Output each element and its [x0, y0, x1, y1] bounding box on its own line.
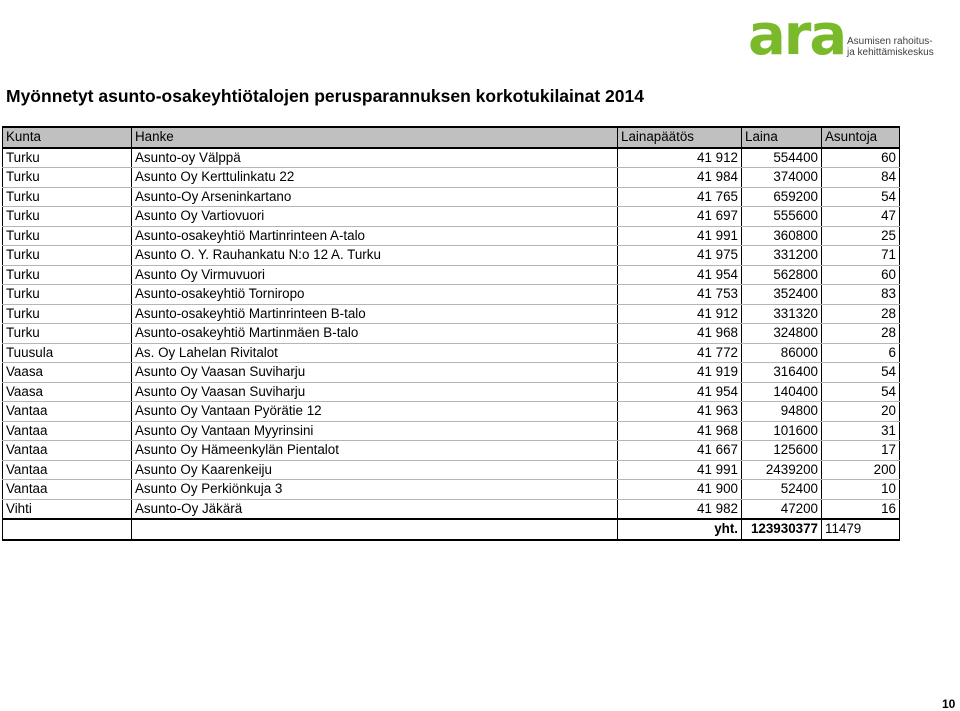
cell-kunta: Turku — [3, 187, 132, 207]
total-empty-cell — [132, 519, 618, 540]
cell-laina: 374000 — [742, 168, 822, 188]
table-row — [3, 382, 900, 402]
cell-kunta: Turku — [3, 324, 132, 344]
col-header-asuntoja: Asuntoja — [822, 127, 900, 148]
cell-lainapaatos: 41 954 — [618, 382, 742, 402]
cell-lainapaatos: 41 753 — [618, 285, 742, 305]
cell-asuntoja: 25 — [822, 226, 900, 246]
cell-hanke: Asunto-osakeyhtiö Martinmäen B-talo — [132, 324, 618, 344]
cell-laina: 352400 — [742, 285, 822, 305]
cell-laina: 555600 — [742, 207, 822, 227]
cell-hanke: As. Oy Lahelan Rivitalot — [132, 343, 618, 363]
cell-asuntoja: 54 — [822, 187, 900, 207]
cell-asuntoja: 20 — [822, 402, 900, 422]
cell-laina: 140400 — [742, 382, 822, 402]
cell-kunta: Vantaa — [3, 421, 132, 441]
cell-asuntoja: 71 — [822, 246, 900, 266]
col-header-kunta: Kunta — [3, 127, 132, 148]
cell-kunta: Vantaa — [3, 402, 132, 422]
table-row — [3, 441, 900, 461]
col-header-laina: Laina — [742, 127, 822, 148]
cell-kunta: Vaasa — [3, 363, 132, 383]
cell-hanke: Asunto Oy Vantaan Pyörätie 12 — [132, 402, 618, 422]
cell-lainapaatos: 41 900 — [618, 480, 742, 500]
cell-lainapaatos: 41 772 — [618, 343, 742, 363]
cell-kunta: Tuusula — [3, 343, 132, 363]
cell-hanke: Asunto Oy Vaasan Suviharju — [132, 382, 618, 402]
cell-hanke: Asunto Oy Hämeenkylän Pientalot — [132, 441, 618, 461]
col-header-lainapaatos: Lainapäätös — [618, 127, 742, 148]
logo-tagline-line-2: ja kehittämiskeskus — [847, 47, 934, 58]
cell-hanke: Asunto Oy Perkiönkuja 3 — [132, 480, 618, 500]
cell-kunta: Vantaa — [3, 480, 132, 500]
cell-hanke: Asunto O. Y. Rauhankatu N:o 12 A. Turku — [132, 246, 618, 266]
svg-text:ara: ara — [748, 10, 846, 68]
cell-laina: 52400 — [742, 480, 822, 500]
cell-kunta: Turku — [3, 304, 132, 324]
cell-laina: 47200 — [742, 499, 822, 519]
cell-lainapaatos: 41 963 — [618, 402, 742, 422]
cell-hanke: Asunto-Oy Jäkärä — [132, 499, 618, 519]
cell-hanke: Asunto-osakeyhtiö Torniropo — [132, 285, 618, 305]
table-row — [3, 207, 900, 227]
ara-logo-mark — [748, 10, 848, 76]
cell-hanke: Asunto-osakeyhtiö Martinrinteen B-talo — [132, 304, 618, 324]
cell-laina: 94800 — [742, 402, 822, 422]
cell-laina: 562800 — [742, 265, 822, 285]
logo-tagline — [847, 36, 934, 58]
cell-laina: 101600 — [742, 421, 822, 441]
table-body — [3, 148, 900, 520]
table-row — [3, 148, 900, 168]
cell-asuntoja: 60 — [822, 265, 900, 285]
cell-hanke: Asunto-osakeyhtiö Martinrinteen A-talo — [132, 226, 618, 246]
cell-laina: 554400 — [742, 148, 822, 168]
cell-lainapaatos: 41 975 — [618, 246, 742, 266]
table-row — [3, 265, 900, 285]
cell-asuntoja: 60 — [822, 148, 900, 168]
cell-lainapaatos: 41 984 — [618, 168, 742, 188]
cell-asuntoja: 28 — [822, 304, 900, 324]
cell-asuntoja: 54 — [822, 363, 900, 383]
cell-asuntoja: 17 — [822, 441, 900, 461]
cell-lainapaatos: 41 991 — [618, 226, 742, 246]
table-row — [3, 460, 900, 480]
cell-asuntoja: 47 — [822, 207, 900, 227]
cell-hanke: Asunto-oy Välppä — [132, 148, 618, 168]
table-row — [3, 363, 900, 383]
cell-kunta: Turku — [3, 246, 132, 266]
cell-kunta: Turku — [3, 265, 132, 285]
cell-hanke: Asunto Oy Vantaan Myyrinsini — [132, 421, 618, 441]
total-asuntoja: 11479 — [822, 519, 900, 540]
table-row — [3, 480, 900, 500]
cell-laina: 331320 — [742, 304, 822, 324]
cell-kunta: Turku — [3, 207, 132, 227]
table-header-row — [3, 127, 900, 148]
cell-kunta: Vihti — [3, 499, 132, 519]
cell-lainapaatos: 41 968 — [618, 324, 742, 344]
cell-laina: 331200 — [742, 246, 822, 266]
cell-hanke: Asunto Oy Kaarenkeiju — [132, 460, 618, 480]
cell-kunta: Vantaa — [3, 441, 132, 461]
cell-kunta: Vaasa — [3, 382, 132, 402]
page-number: 10 — [942, 697, 956, 711]
total-row — [3, 519, 900, 540]
cell-lainapaatos: 41 954 — [618, 265, 742, 285]
cell-kunta: Turku — [3, 148, 132, 168]
table-row — [3, 343, 900, 363]
table-row — [3, 402, 900, 422]
cell-asuntoja: 6 — [822, 343, 900, 363]
cell-hanke: Asunto Oy Vaasan Suviharju — [132, 363, 618, 383]
cell-asuntoja: 54 — [822, 382, 900, 402]
cell-laina: 360800 — [742, 226, 822, 246]
cell-laina: 125600 — [742, 441, 822, 461]
cell-lainapaatos: 41 912 — [618, 304, 742, 324]
cell-lainapaatos: 41 667 — [618, 441, 742, 461]
cell-laina: 659200 — [742, 187, 822, 207]
table-row — [3, 226, 900, 246]
cell-laina: 2439200 — [742, 460, 822, 480]
cell-asuntoja: 200 — [822, 460, 900, 480]
cell-hanke: Asunto Oy Virmuvuori — [132, 265, 618, 285]
page-title: Myönnetyt asunto-osakeyhtiötalojen perusparannuksen korkotukilainat 2014 — [6, 86, 644, 106]
cell-lainapaatos: 41 697 — [618, 207, 742, 227]
logo-tagline-line-1: Asumisen rahoitus- — [847, 36, 933, 47]
table-row — [3, 499, 900, 519]
cell-laina: 324800 — [742, 324, 822, 344]
table-row — [3, 285, 900, 305]
cell-kunta: Turku — [3, 285, 132, 305]
table-row — [3, 187, 900, 207]
cell-hanke: Asunto Oy Kerttulinkatu 22 — [132, 168, 618, 188]
cell-lainapaatos: 41 968 — [618, 421, 742, 441]
cell-kunta: Turku — [3, 168, 132, 188]
table-row — [3, 168, 900, 188]
table-row — [3, 246, 900, 266]
cell-lainapaatos: 41 765 — [618, 187, 742, 207]
cell-laina: 316400 — [742, 363, 822, 383]
cell-laina: 86000 — [742, 343, 822, 363]
cell-asuntoja: 10 — [822, 480, 900, 500]
cell-lainapaatos: 41 919 — [618, 363, 742, 383]
table-row — [3, 304, 900, 324]
cell-asuntoja: 84 — [822, 168, 900, 188]
total-laina: 123930377 — [742, 519, 822, 540]
cell-lainapaatos: 41 982 — [618, 499, 742, 519]
cell-hanke: Asunto Oy Vartiovuori — [132, 207, 618, 227]
cell-kunta: Vantaa — [3, 460, 132, 480]
cell-asuntoja: 28 — [822, 324, 900, 344]
table-row — [3, 421, 900, 441]
cell-asuntoja: 83 — [822, 285, 900, 305]
cell-asuntoja: 16 — [822, 499, 900, 519]
cell-kunta: Turku — [3, 226, 132, 246]
total-label: yht. — [618, 519, 742, 540]
table-row — [3, 324, 900, 344]
cell-hanke: Asunto-Oy Arseninkartano — [132, 187, 618, 207]
cell-lainapaatos: 41 991 — [618, 460, 742, 480]
cell-asuntoja: 31 — [822, 421, 900, 441]
total-empty-cell — [3, 519, 132, 540]
col-header-hanke: Hanke — [132, 127, 618, 148]
loan-table — [2, 126, 900, 541]
cell-lainapaatos: 41 912 — [618, 148, 742, 168]
